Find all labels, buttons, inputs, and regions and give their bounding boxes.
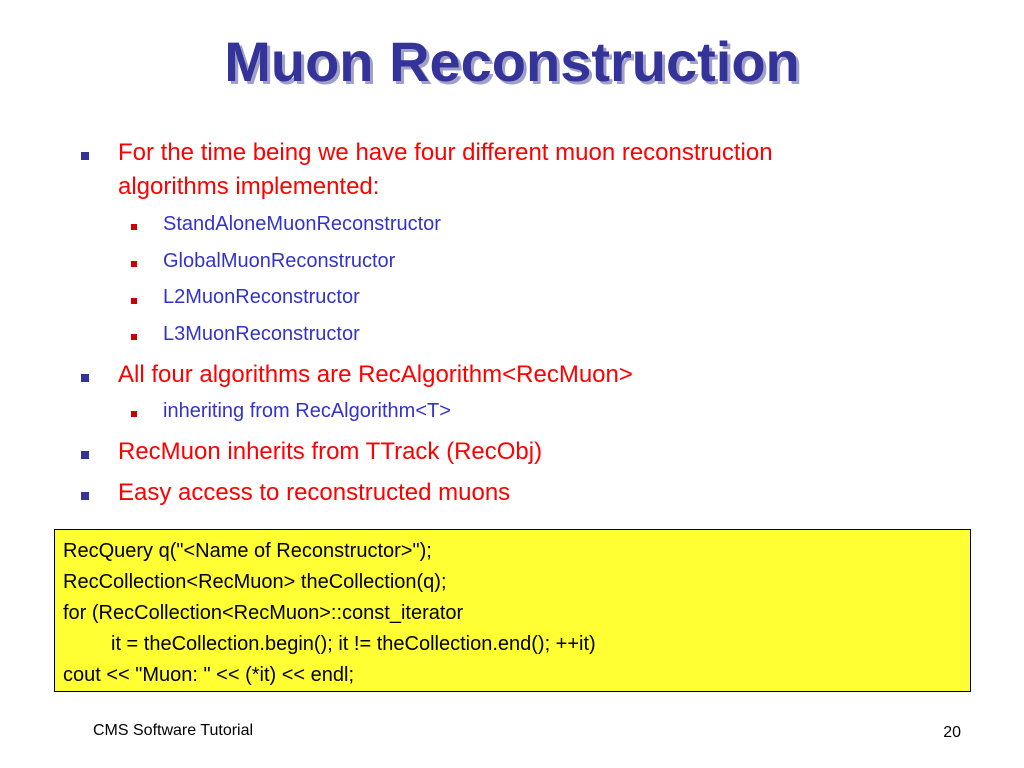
square-subbullet-icon xyxy=(131,298,137,304)
code-line: RecCollection<RecMuon> theCollection(q); xyxy=(63,571,447,593)
subitem-text: L3MuonReconstructor xyxy=(163,323,360,345)
square-bullet-icon xyxy=(81,451,89,459)
code-line: for (RecCollection<RecMuon>::const_iterator xyxy=(63,602,464,624)
square-bullet-icon xyxy=(81,492,89,500)
code-line-indented: it = theCollection.begin(); it != theCollection.end(); ++it) xyxy=(111,633,596,655)
bullet-text: Easy access to reconstructed muons xyxy=(118,479,511,506)
square-subbullet-icon xyxy=(131,411,137,417)
bullet-text: All four algorithms are RecAlgorithm<RecMuon> xyxy=(118,361,633,388)
square-subbullet-icon xyxy=(131,224,137,230)
subitem-text: inheriting from RecAlgorithm<T> xyxy=(163,400,451,422)
code-line: cout << "Muon: " << (*it) << endl; xyxy=(63,664,355,686)
square-subbullet-icon xyxy=(131,334,137,340)
bullet-text-continued: algorithms implemented: xyxy=(118,173,380,200)
page-number: 20 xyxy=(943,724,961,741)
footer-title: CMS Software Tutorial xyxy=(93,722,254,739)
square-bullet-icon xyxy=(81,152,89,160)
subitem-text: L2MuonReconstructor xyxy=(163,286,360,308)
code-snippet-box xyxy=(54,529,971,692)
square-subbullet-icon xyxy=(131,261,137,267)
square-bullet-icon xyxy=(81,374,89,382)
bullet-text: For the time being we have four different muon reconstruction xyxy=(118,139,773,166)
subitem-text: StandAloneMuonReconstructor xyxy=(163,213,441,235)
slide-title: Muon Reconstruction xyxy=(224,30,800,93)
subitem-text: GlobalMuonReconstructor xyxy=(163,250,396,272)
code-line: RecQuery q("<Name of Reconstructor>"); xyxy=(63,540,432,562)
bullet-text: RecMuon inherits from TTrack (RecObj) xyxy=(118,438,543,465)
